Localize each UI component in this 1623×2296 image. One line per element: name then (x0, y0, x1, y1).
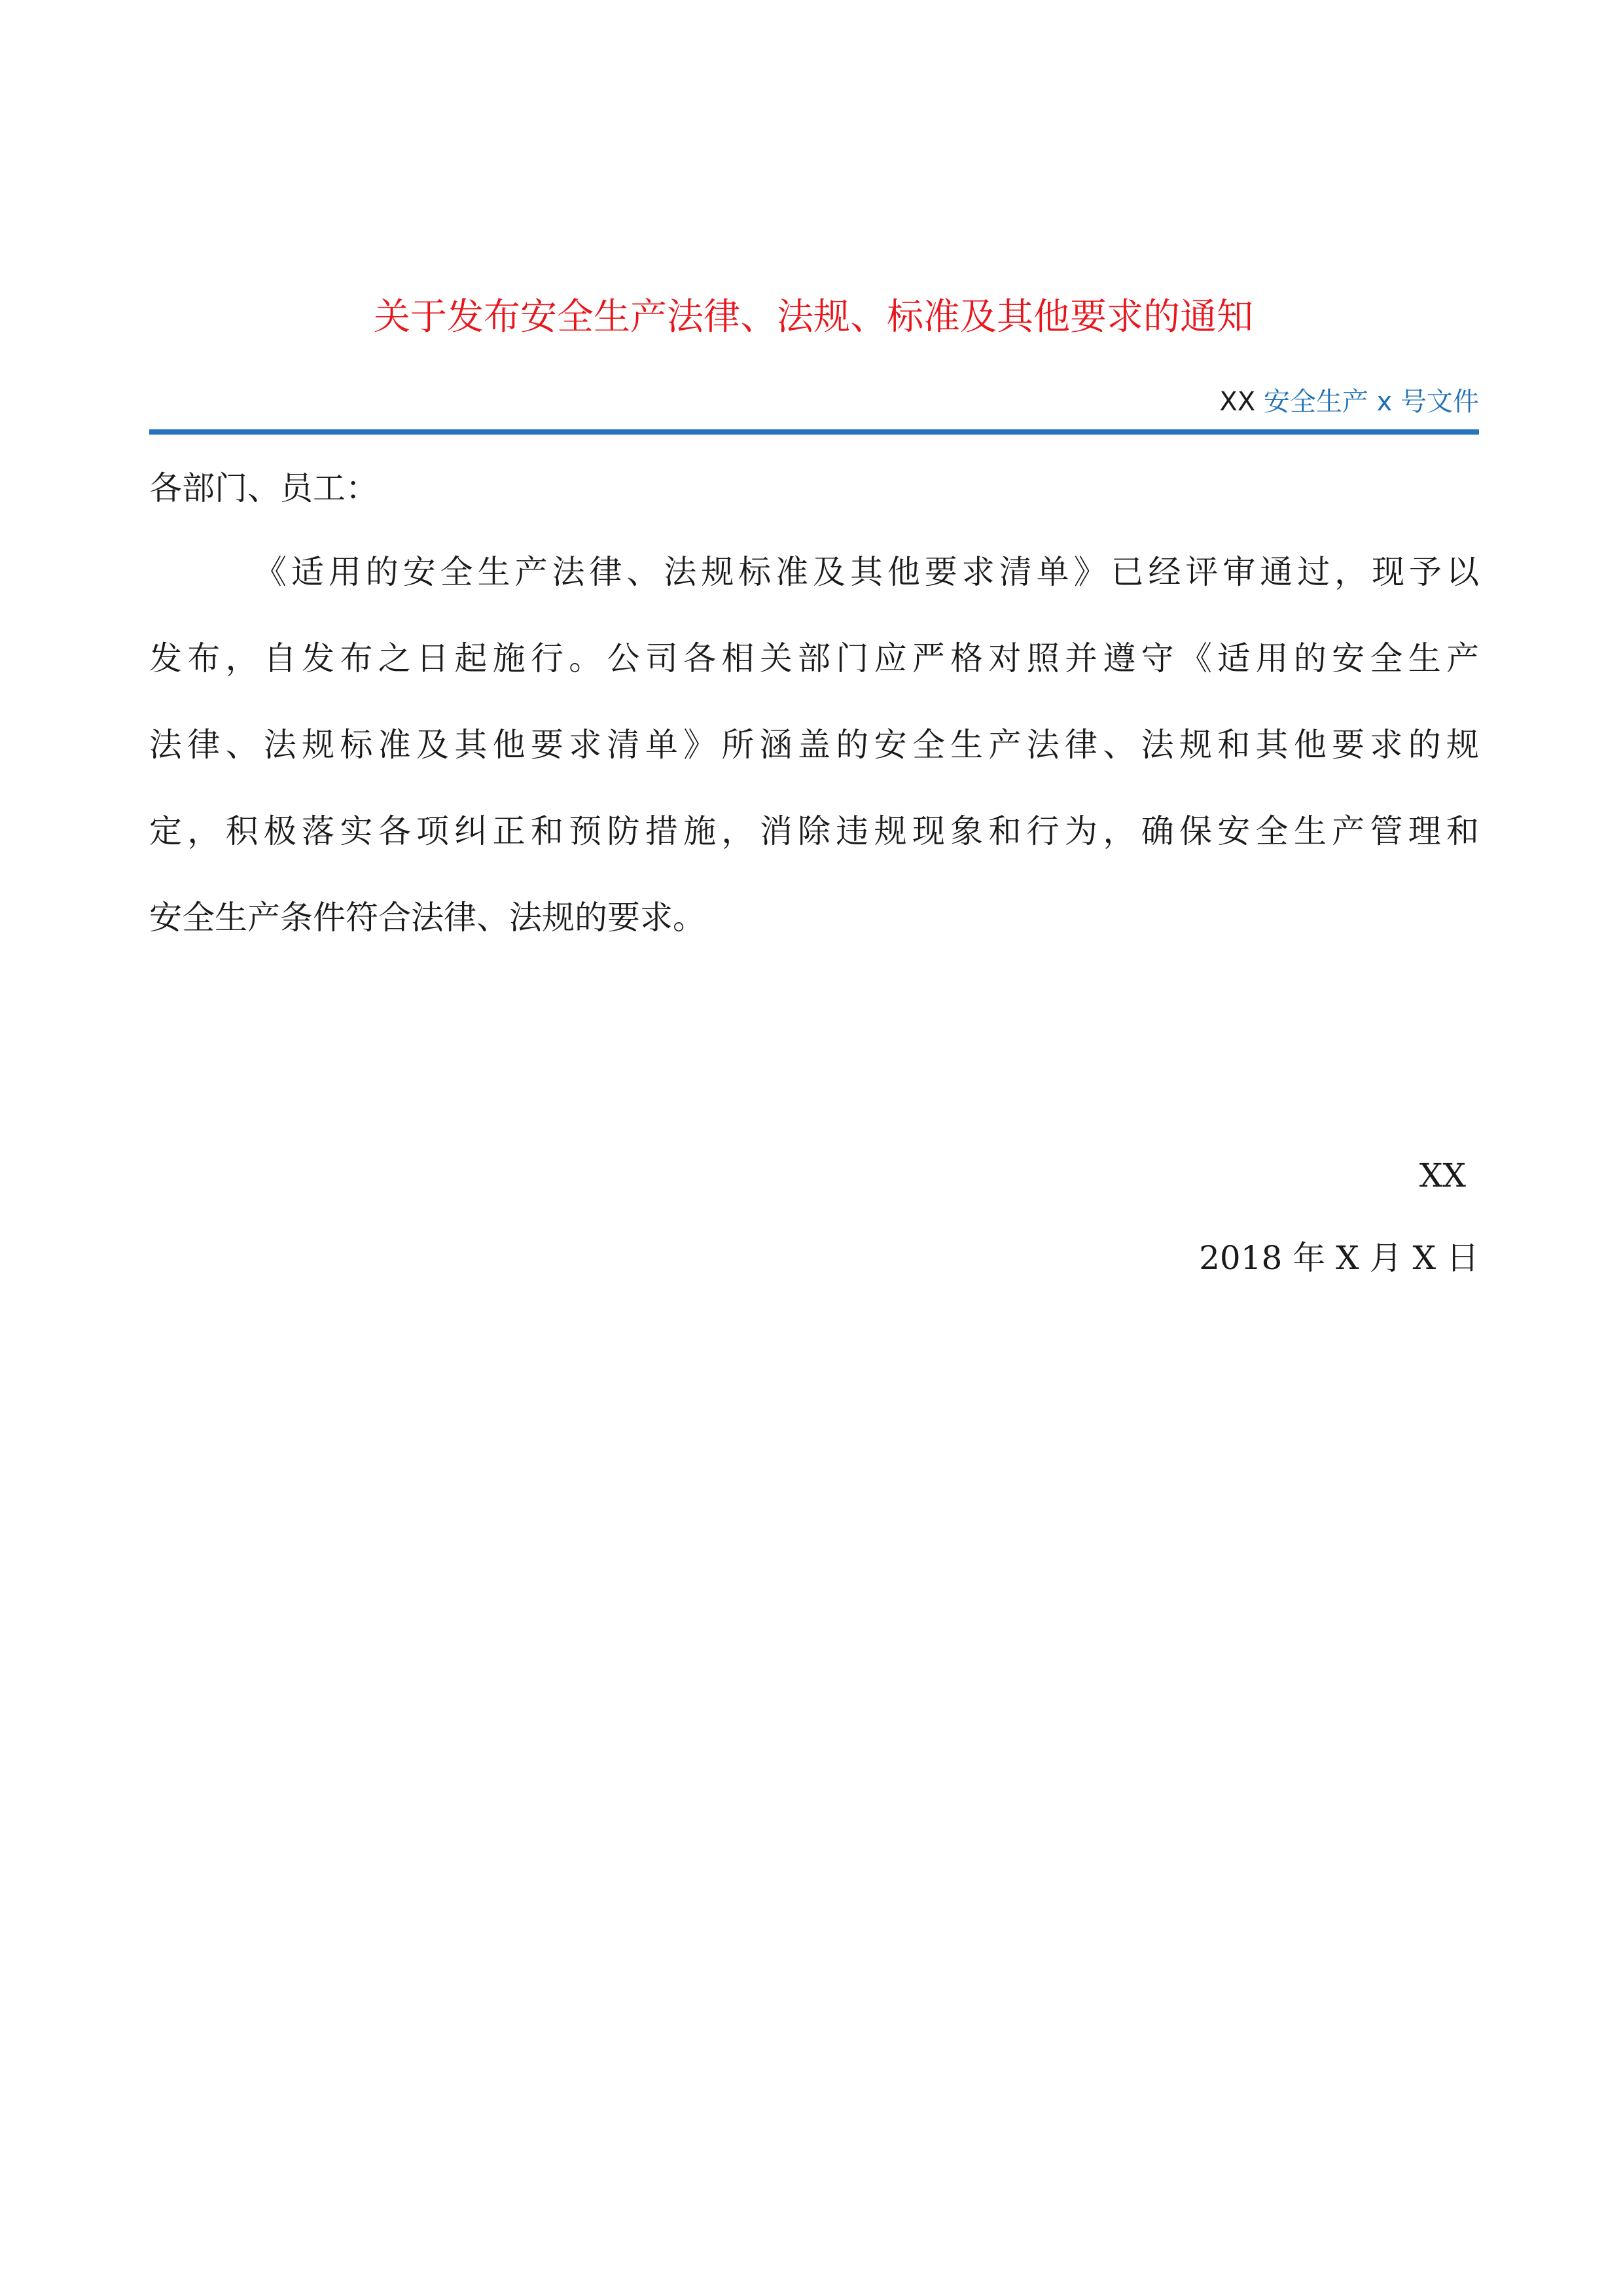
document-number-text: 安全生产 x 号文件 (1263, 387, 1479, 417)
body-paragraph (149, 546, 1479, 978)
document-title: 关于发布安全生产法律、法规、标准及其他要求的通知 (374, 296, 1253, 338)
body-line: 《适用的安全生产法律、法规标准及其他要求清单》已经评审通过，现予以 (254, 553, 1479, 591)
signature-date: 2018 年 X 月 X 日 (1199, 1239, 1479, 1277)
header-divider (149, 429, 1479, 435)
body-line: 法律、法规标准及其他要求清单》所涵盖的安全生产法律、法规和其他要求的规 (149, 726, 1479, 764)
salutation: 各部门、员工： (149, 469, 378, 507)
body-line: 发布，自发布之日起施行。公司各相关部门应严格对照并遵守《适用的安全生产 (149, 639, 1479, 677)
body-line: 定，积极落实各项纠正和预防措施，消除违规现象和行为，确保安全生产管理和 (149, 812, 1479, 850)
signature-organization: XX (1419, 1157, 1466, 1194)
document-number (149, 381, 1479, 423)
body-line: 安全生产条件符合法律、法规的要求。 (149, 899, 705, 937)
document-number-prefix: XX (1219, 387, 1256, 417)
